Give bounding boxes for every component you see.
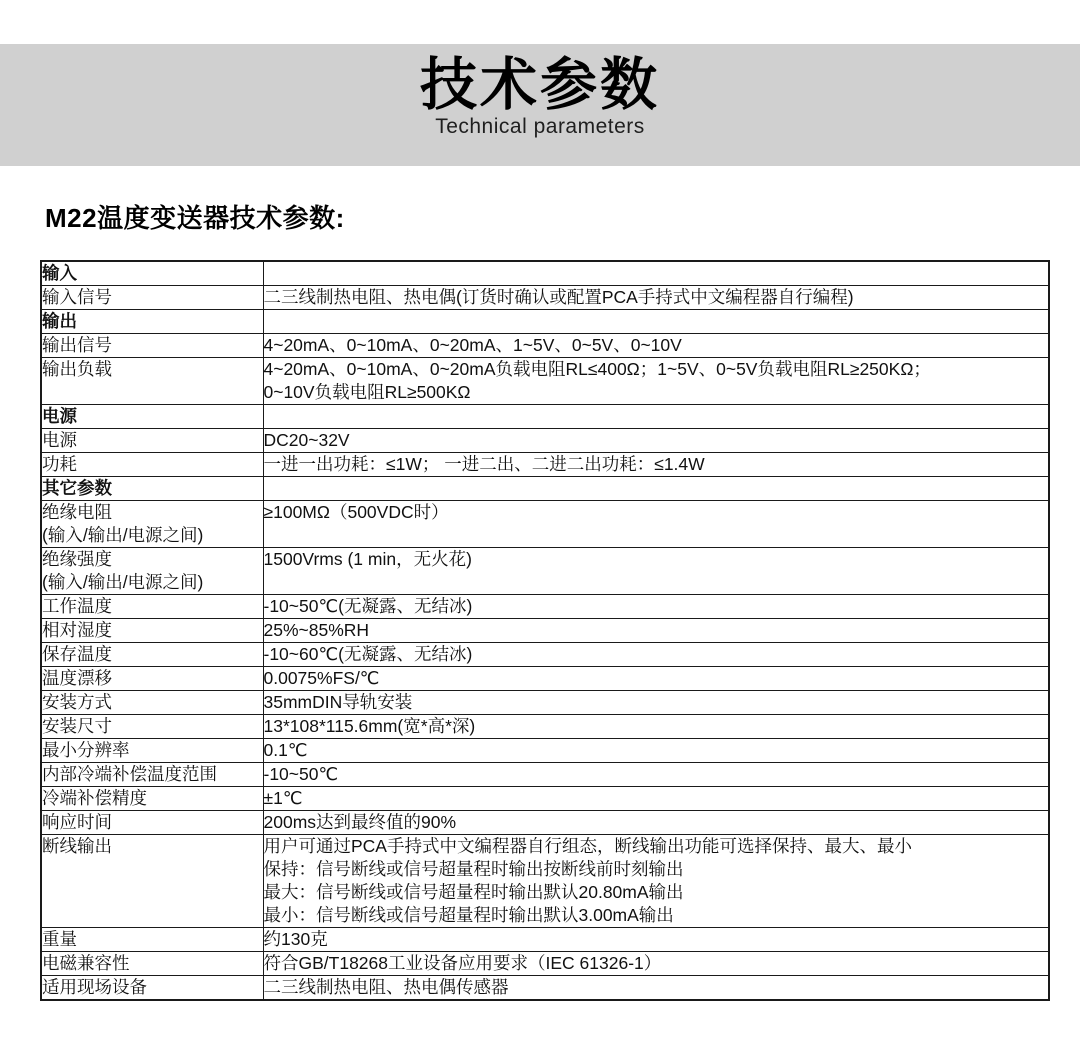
text-line: DC20~32V [263,430,350,450]
spec-label-cell [41,286,263,310]
text-line: 1500Vrms (1 min，无火花) [263,549,472,569]
text-line: 相对湿度 [42,620,112,640]
spec-value-cell [263,358,1049,405]
text-line: 电磁兼容性 [42,953,130,973]
spec-value-cell [263,976,1049,1001]
spec-row [41,739,1049,763]
spec-label-cell [41,763,263,787]
text-line: ≥100MΩ（500VDC时） [263,502,449,522]
spec-row [41,548,1049,595]
spec-row [41,501,1049,548]
text-line: 最小：信号断线或信号超量程时输出默认3.00mA输出 [263,905,674,925]
spec-value-cell [263,643,1049,667]
spec-label-cell [41,358,263,405]
spec-value-cell [263,310,1049,334]
text-line: 符合GB/T18268工业设备应用要求（IEC 61326-1） [263,953,662,973]
spec-section-row [41,261,1049,286]
text-line: 重量 [42,929,77,949]
spec-label-cell [41,429,263,453]
text-line: 用户可通过PCA手持式中文编程器自行组态，断线输出功能可选择保持、最大、最小 [263,836,912,856]
spec-row [41,286,1049,310]
text-line: 适用现场设备 [42,977,147,997]
text-line: -10~60℃(无凝露、无结冰) [263,644,473,664]
spec-value-cell [263,261,1049,286]
spec-value-cell [263,835,1049,928]
text-line: 0.1℃ [263,740,308,760]
spec-section-row [41,310,1049,334]
spec-label-cell [41,715,263,739]
spec-row [41,453,1049,477]
spec-label-cell [41,835,263,928]
text-line: 保存温度 [42,644,112,664]
spec-value-cell [263,429,1049,453]
spec-value-cell [263,619,1049,643]
spec-row [41,334,1049,358]
spec-row [41,691,1049,715]
spec-label-cell [41,643,263,667]
text-line: ±1℃ [263,788,303,808]
spec-value-cell [263,667,1049,691]
spec-value-cell [263,787,1049,811]
spec-row [41,811,1049,835]
spec-value-cell [263,763,1049,787]
text-line: 输入 [42,263,77,283]
text-line: 4~20mA、0~10mA、0~20mA负载电阻RL≤400Ω；1~5V、0~5V负载电阻RL≥250KΩ； [263,359,931,379]
text-line: 输出负载 [42,359,112,379]
text-line: 一进一出功耗：≤1W； 一进二出、二进二出功耗：≤1.4W [263,454,705,474]
spec-label-cell [41,811,263,835]
text-line: 断线输出 [42,836,112,856]
spec-value-cell [263,477,1049,501]
text-line: 安装尺寸 [42,716,112,736]
spec-row [41,835,1049,928]
text-line: 功耗 [42,454,77,474]
text-line: (输入/输出/电源之间) [42,525,204,545]
text-line: 响应时间 [42,812,112,832]
spec-row [41,715,1049,739]
spec-label-cell [41,595,263,619]
spec-label-cell [41,548,263,595]
text-line: 输出信号 [42,335,112,355]
text-line: 冷端补偿精度 [42,788,147,808]
text-line: 最大：信号断线或信号超量程时输出默认20.80mA输出 [263,882,684,902]
spec-value-cell [263,548,1049,595]
text-line: 0~10V负载电阻RL≥500KΩ [263,382,471,402]
text-line: 保持：信号断线或信号超量程时输出按断线前时刻输出 [263,859,684,879]
spec-section-row [41,405,1049,429]
text-line: 二三线制热电阻、热电偶(订货时确认或配置PCA手持式中文编程器自行编程) [263,287,854,307]
text-line: 25%~85%RH [263,620,370,640]
spec-row [41,619,1049,643]
spec-label-cell [41,310,263,334]
text-line: 0.0075%FS/℃ [263,668,380,688]
text-line: 绝缘电阻 [42,502,112,522]
spec-label-cell [41,787,263,811]
spec-section-row [41,477,1049,501]
spec-value-cell [263,952,1049,976]
spec-table [40,260,1050,1001]
spec-value-cell [263,595,1049,619]
text-line: -10~50℃ [263,764,339,784]
spec-value-cell [263,715,1049,739]
spec-row [41,595,1049,619]
text-line: 工作温度 [42,596,112,616]
text-line: 安装方式 [42,692,112,712]
spec-label-cell [41,739,263,763]
spec-label-cell [41,928,263,952]
spec-value-cell [263,334,1049,358]
spec-value-cell [263,405,1049,429]
text-line: 内部冷端补偿温度范围 [42,764,217,784]
spec-row [41,763,1049,787]
spec-label-cell [41,334,263,358]
spec-label-cell [41,952,263,976]
text-line: 输出 [42,311,77,331]
spec-value-cell [263,453,1049,477]
spec-row [41,429,1049,453]
spec-value-cell [263,691,1049,715]
spec-label-cell [41,477,263,501]
spec-row [41,928,1049,952]
text-line: 4~20mA、0~10mA、0~20mA、1~5V、0~5V、0~10V [263,335,682,355]
text-line: 绝缘强度 [42,549,112,569]
spec-value-cell [263,286,1049,310]
spec-value-cell [263,811,1049,835]
spec-value-cell [263,928,1049,952]
header-band [0,44,1080,166]
page-subtitle: Technical parameters [435,114,645,138]
page [0,44,1080,1001]
text-line: 约130克 [263,929,328,949]
spec-value-cell [263,739,1049,763]
spec-value-cell [263,501,1049,548]
text-line: 温度漂移 [42,668,112,688]
spec-label-cell [41,405,263,429]
spec-label-cell [41,261,263,286]
text-line: 200ms达到最终值的90% [263,812,457,832]
spec-label-cell [41,501,263,548]
page-title: 技术参数 [420,53,660,117]
spec-label-cell [41,667,263,691]
text-line: 最小分辨率 [42,740,130,760]
section-heading: M22温度变送器技术参数: [45,203,345,233]
spec-label-cell [41,453,263,477]
text-line: 35mmDIN导轨安装 [263,692,413,712]
spec-row [41,643,1049,667]
spec-label-cell [41,976,263,1001]
spec-row [41,787,1049,811]
text-line: 输入信号 [42,287,112,307]
spec-row [41,667,1049,691]
text-line: -10~50℃(无凝露、无结冰) [263,596,473,616]
spec-label-cell [41,691,263,715]
spec-row [41,976,1049,1001]
text-line: 二三线制热电阻、热电偶传感器 [263,977,509,997]
text-line: 13*108*115.6mm(宽*高*深) [263,716,476,736]
text-line: 电源 [42,406,77,426]
spec-label-cell [41,619,263,643]
text-line: 其它参数 [42,478,112,498]
spec-row [41,358,1049,405]
spec-row [41,952,1049,976]
text-line: 电源 [42,430,77,450]
text-line: (输入/输出/电源之间) [42,572,204,592]
